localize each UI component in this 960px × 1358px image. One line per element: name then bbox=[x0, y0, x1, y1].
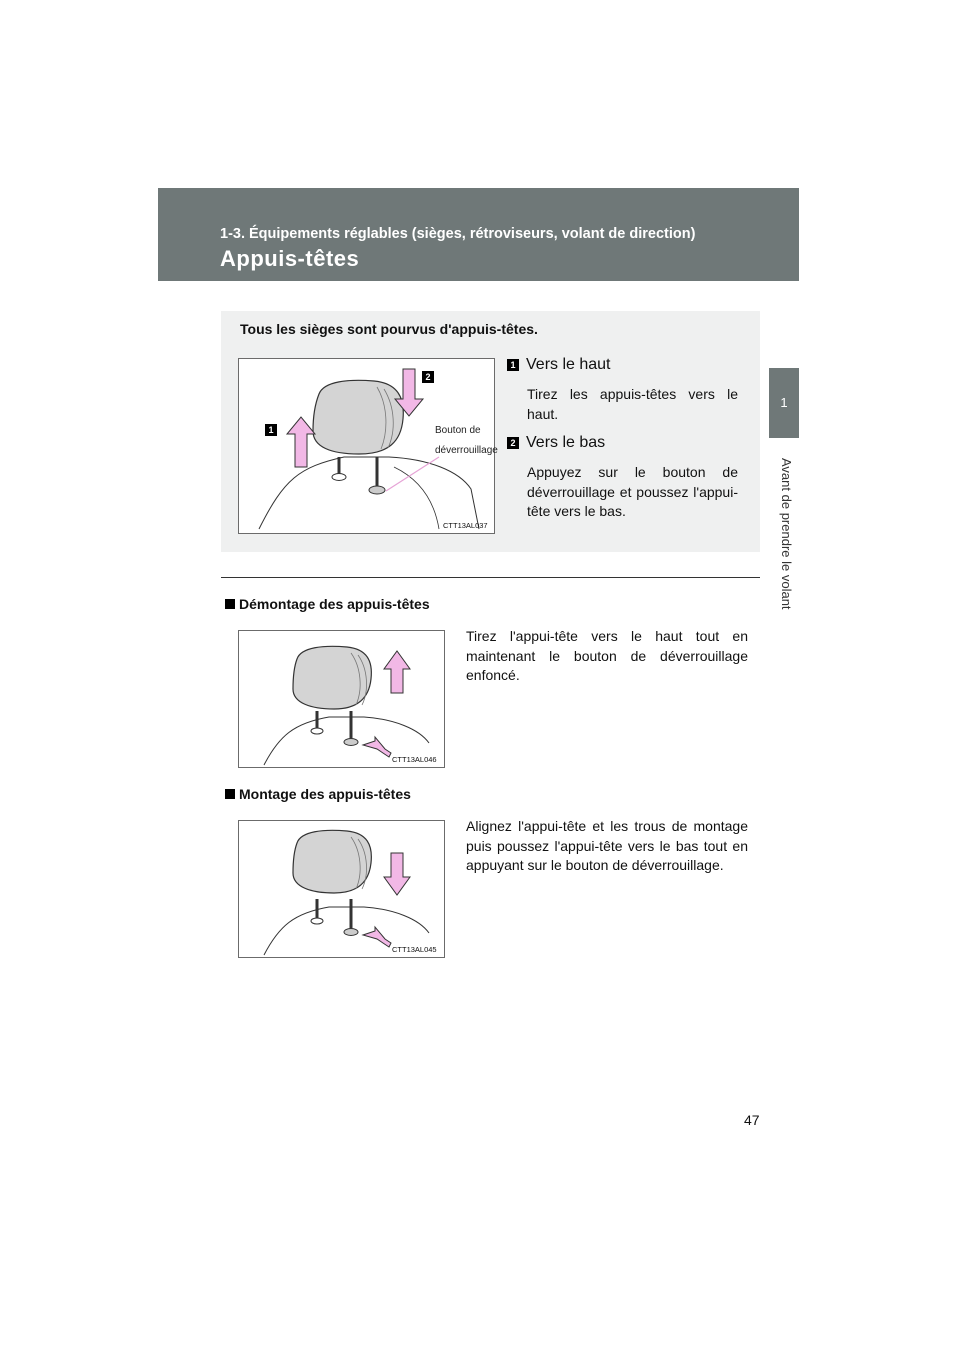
removal-text: Tirez l'appui-tête vers le haut tout en maintenant le bouton de déverrouillage enfoncé. bbox=[466, 628, 748, 683]
figure-headrest-installation bbox=[238, 820, 445, 958]
step-heading-down: Vers le bas bbox=[526, 434, 606, 451]
figure-headrest-adjust bbox=[238, 358, 498, 534]
installation-heading bbox=[225, 786, 411, 802]
chapter-tab bbox=[769, 368, 799, 438]
headrest-installation-illustration bbox=[239, 821, 444, 957]
section-header bbox=[158, 188, 799, 281]
section-label: 1-3. Équipements réglables (sièges, rétroviseurs, volant de direction) bbox=[220, 226, 696, 242]
step-badge-2: 2 bbox=[507, 437, 519, 449]
installation-text: Alignez l'appui-tête et les trous de montage puis poussez l'appui-tête vers le bas tout en appuyant sur le bouton de déverrouillage. bbox=[466, 818, 748, 873]
chapter-title: Avant de prendre le volant bbox=[779, 457, 794, 610]
figure-code: CTT13AL037 bbox=[443, 521, 488, 530]
intro-box bbox=[221, 311, 760, 552]
figure-code: CTT13AL046 bbox=[392, 755, 437, 764]
figure-badge-1: 1 bbox=[265, 424, 277, 436]
chapter-number: 1 bbox=[780, 395, 788, 410]
bullet-square-icon bbox=[225, 599, 235, 609]
release-button-label: Bouton de déverrouillage bbox=[435, 425, 498, 456]
bullet-square-icon bbox=[225, 789, 235, 799]
step-heading-up: Vers le haut bbox=[526, 356, 611, 373]
figure-headrest-removal bbox=[238, 630, 445, 768]
figure-badge-2: 2 bbox=[422, 371, 434, 383]
headrest-removal-illustration bbox=[239, 631, 444, 767]
page-title: Appuis-têtes bbox=[220, 246, 360, 271]
step-badge-1: 1 bbox=[507, 359, 519, 371]
section-divider bbox=[221, 577, 760, 578]
page-number: 47 bbox=[744, 1112, 760, 1128]
step-body-up: Tirez les appuis-têtes vers le haut. bbox=[527, 386, 738, 422]
installation-heading-text: Montage des appuis-têtes bbox=[239, 786, 411, 802]
removal-heading bbox=[225, 596, 430, 612]
intro-text: Tous les sièges sont pourvus d'appuis-têtes. bbox=[240, 321, 538, 337]
step-body-down: Appuyez sur le bouton de déverrouillage et poussez l'appui-tête vers le bas. bbox=[527, 464, 738, 519]
removal-heading-text: Démontage des appuis-têtes bbox=[239, 596, 430, 612]
figure-code: CTT13AL045 bbox=[392, 945, 437, 954]
